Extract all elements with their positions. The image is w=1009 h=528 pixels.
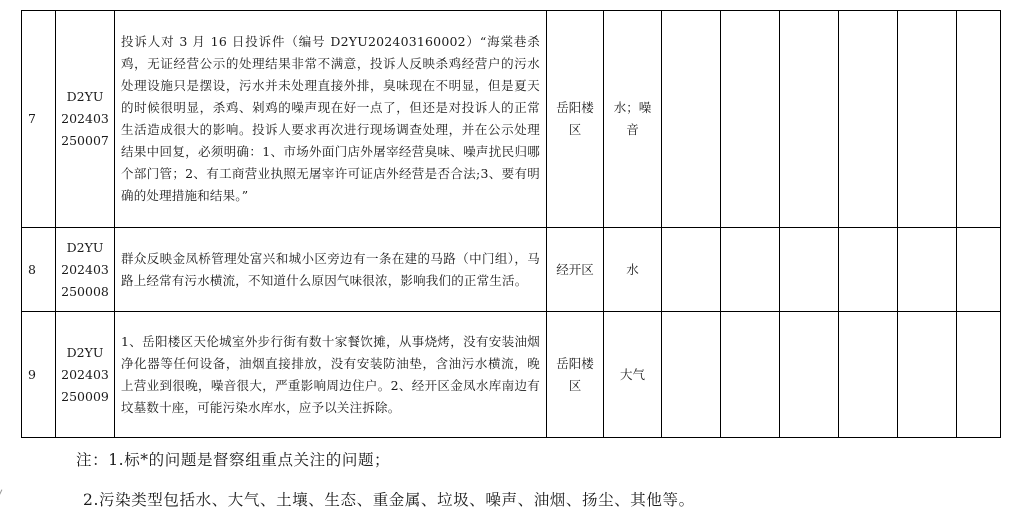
empty-cell xyxy=(662,312,721,438)
note-line-2: 2.污染类型包括水、大气、土壤、生态、重金属、垃圾、噪声、油烟、扬尘、其他等。 xyxy=(83,491,695,509)
empty-cell xyxy=(957,312,1001,438)
district-cell xyxy=(547,11,604,228)
pollution-type-line: 水；噪 xyxy=(613,100,652,115)
code-line: D2YU xyxy=(66,344,104,360)
complaint-code xyxy=(56,312,115,438)
row-index: 8 xyxy=(22,228,56,312)
empty-cell xyxy=(839,11,898,228)
empty-cell xyxy=(898,312,957,438)
district-line: 岳阳楼 xyxy=(556,355,594,371)
empty-cell xyxy=(957,11,1001,228)
empty-cell xyxy=(957,228,1001,312)
code-line: 202403 xyxy=(61,366,109,382)
complaint-content: 1、岳阳楼区天伦城室外步行街有数十家餐饮摊，从事烧烤，没有安装油烟净化器等任何设备，油烟直接排放，没有安装防油垫，含油污水横流，晚上营业到很晚，噪音很大，严重影响周边住户。2、经开区金凤水库南边有坟墓数十座，可能污染水库水，应予以关注拆除。 xyxy=(115,312,547,438)
code-line: D2YU xyxy=(66,89,104,104)
empty-cell xyxy=(662,228,721,312)
empty-cell xyxy=(898,228,957,312)
empty-cell xyxy=(780,228,839,312)
district-cell xyxy=(547,312,604,438)
district-line: 区 xyxy=(568,122,582,137)
code-line: 202403 xyxy=(61,111,109,126)
empty-cell xyxy=(721,228,780,312)
table-row xyxy=(22,11,1001,228)
complaint-content: 投诉人对 3 月 16 日投诉件（编号 D2YU202403160002）“海棠巷杀鸡，无证经营公示的处理结果非常不满意，投诉人反映杀鸡经营户的污水处理设施只是摆设，污水并未处理直接外排，臭味现在不明显，但是夏天的时候很明显，杀鸡、剁鸡的噪声现在好一点了，但还是对投诉人的正常生活造成很大的影响。投诉人要求再次进行现场调查处理，并在公示处理结果中回复，必须明确：1、市场外面门店外屠宰经营臭味、噪声扰民归哪个部门管；2、有工商营业执照无屠宰许可证店外经营是否合法;3、要有明确的处理措施和结果。” xyxy=(115,11,547,228)
empty-cell xyxy=(839,312,898,438)
row-index: 9 xyxy=(22,312,56,438)
row-index: 7 xyxy=(22,11,56,228)
margin-mark xyxy=(0,489,5,496)
pollution-type-cell xyxy=(604,312,662,438)
code-line: 202403 xyxy=(61,261,109,277)
empty-cell xyxy=(780,312,839,438)
code-line: 250008 xyxy=(61,283,109,299)
code-line: 250009 xyxy=(61,388,109,404)
district-line: 岳阳楼 xyxy=(556,100,594,115)
district-line: 区 xyxy=(568,377,582,393)
code-line: 250007 xyxy=(61,133,109,148)
complaint-table xyxy=(21,10,1001,438)
empty-cell xyxy=(662,11,721,228)
pollution-type-cell xyxy=(604,11,662,228)
pollution-type-line: 大气 xyxy=(619,366,645,382)
pollution-type-cell xyxy=(604,228,662,312)
empty-cell xyxy=(721,312,780,438)
complaint-code xyxy=(56,11,115,228)
pollution-type-line: 音 xyxy=(626,122,639,137)
table-row xyxy=(22,312,1001,438)
pollution-type-line: 水 xyxy=(626,261,639,277)
empty-cell xyxy=(780,11,839,228)
table-row xyxy=(22,228,1001,312)
empty-cell xyxy=(839,228,898,312)
code-line: D2YU xyxy=(66,239,104,255)
complaint-code xyxy=(56,228,115,312)
complaint-content: 群众反映金凤桥管理处富兴和城小区旁边有一条在建的马路（中门组），马路上经常有污水横流，不知道什么原因气味很浓，影响我们的正常生活。 xyxy=(115,228,547,312)
empty-cell xyxy=(721,11,780,228)
note-line-1: 注：1.标*的问题是督察组重点关注的问题； xyxy=(76,451,391,469)
district-line: 经开区 xyxy=(556,261,594,277)
empty-cell xyxy=(898,11,957,228)
district-cell xyxy=(547,228,604,312)
